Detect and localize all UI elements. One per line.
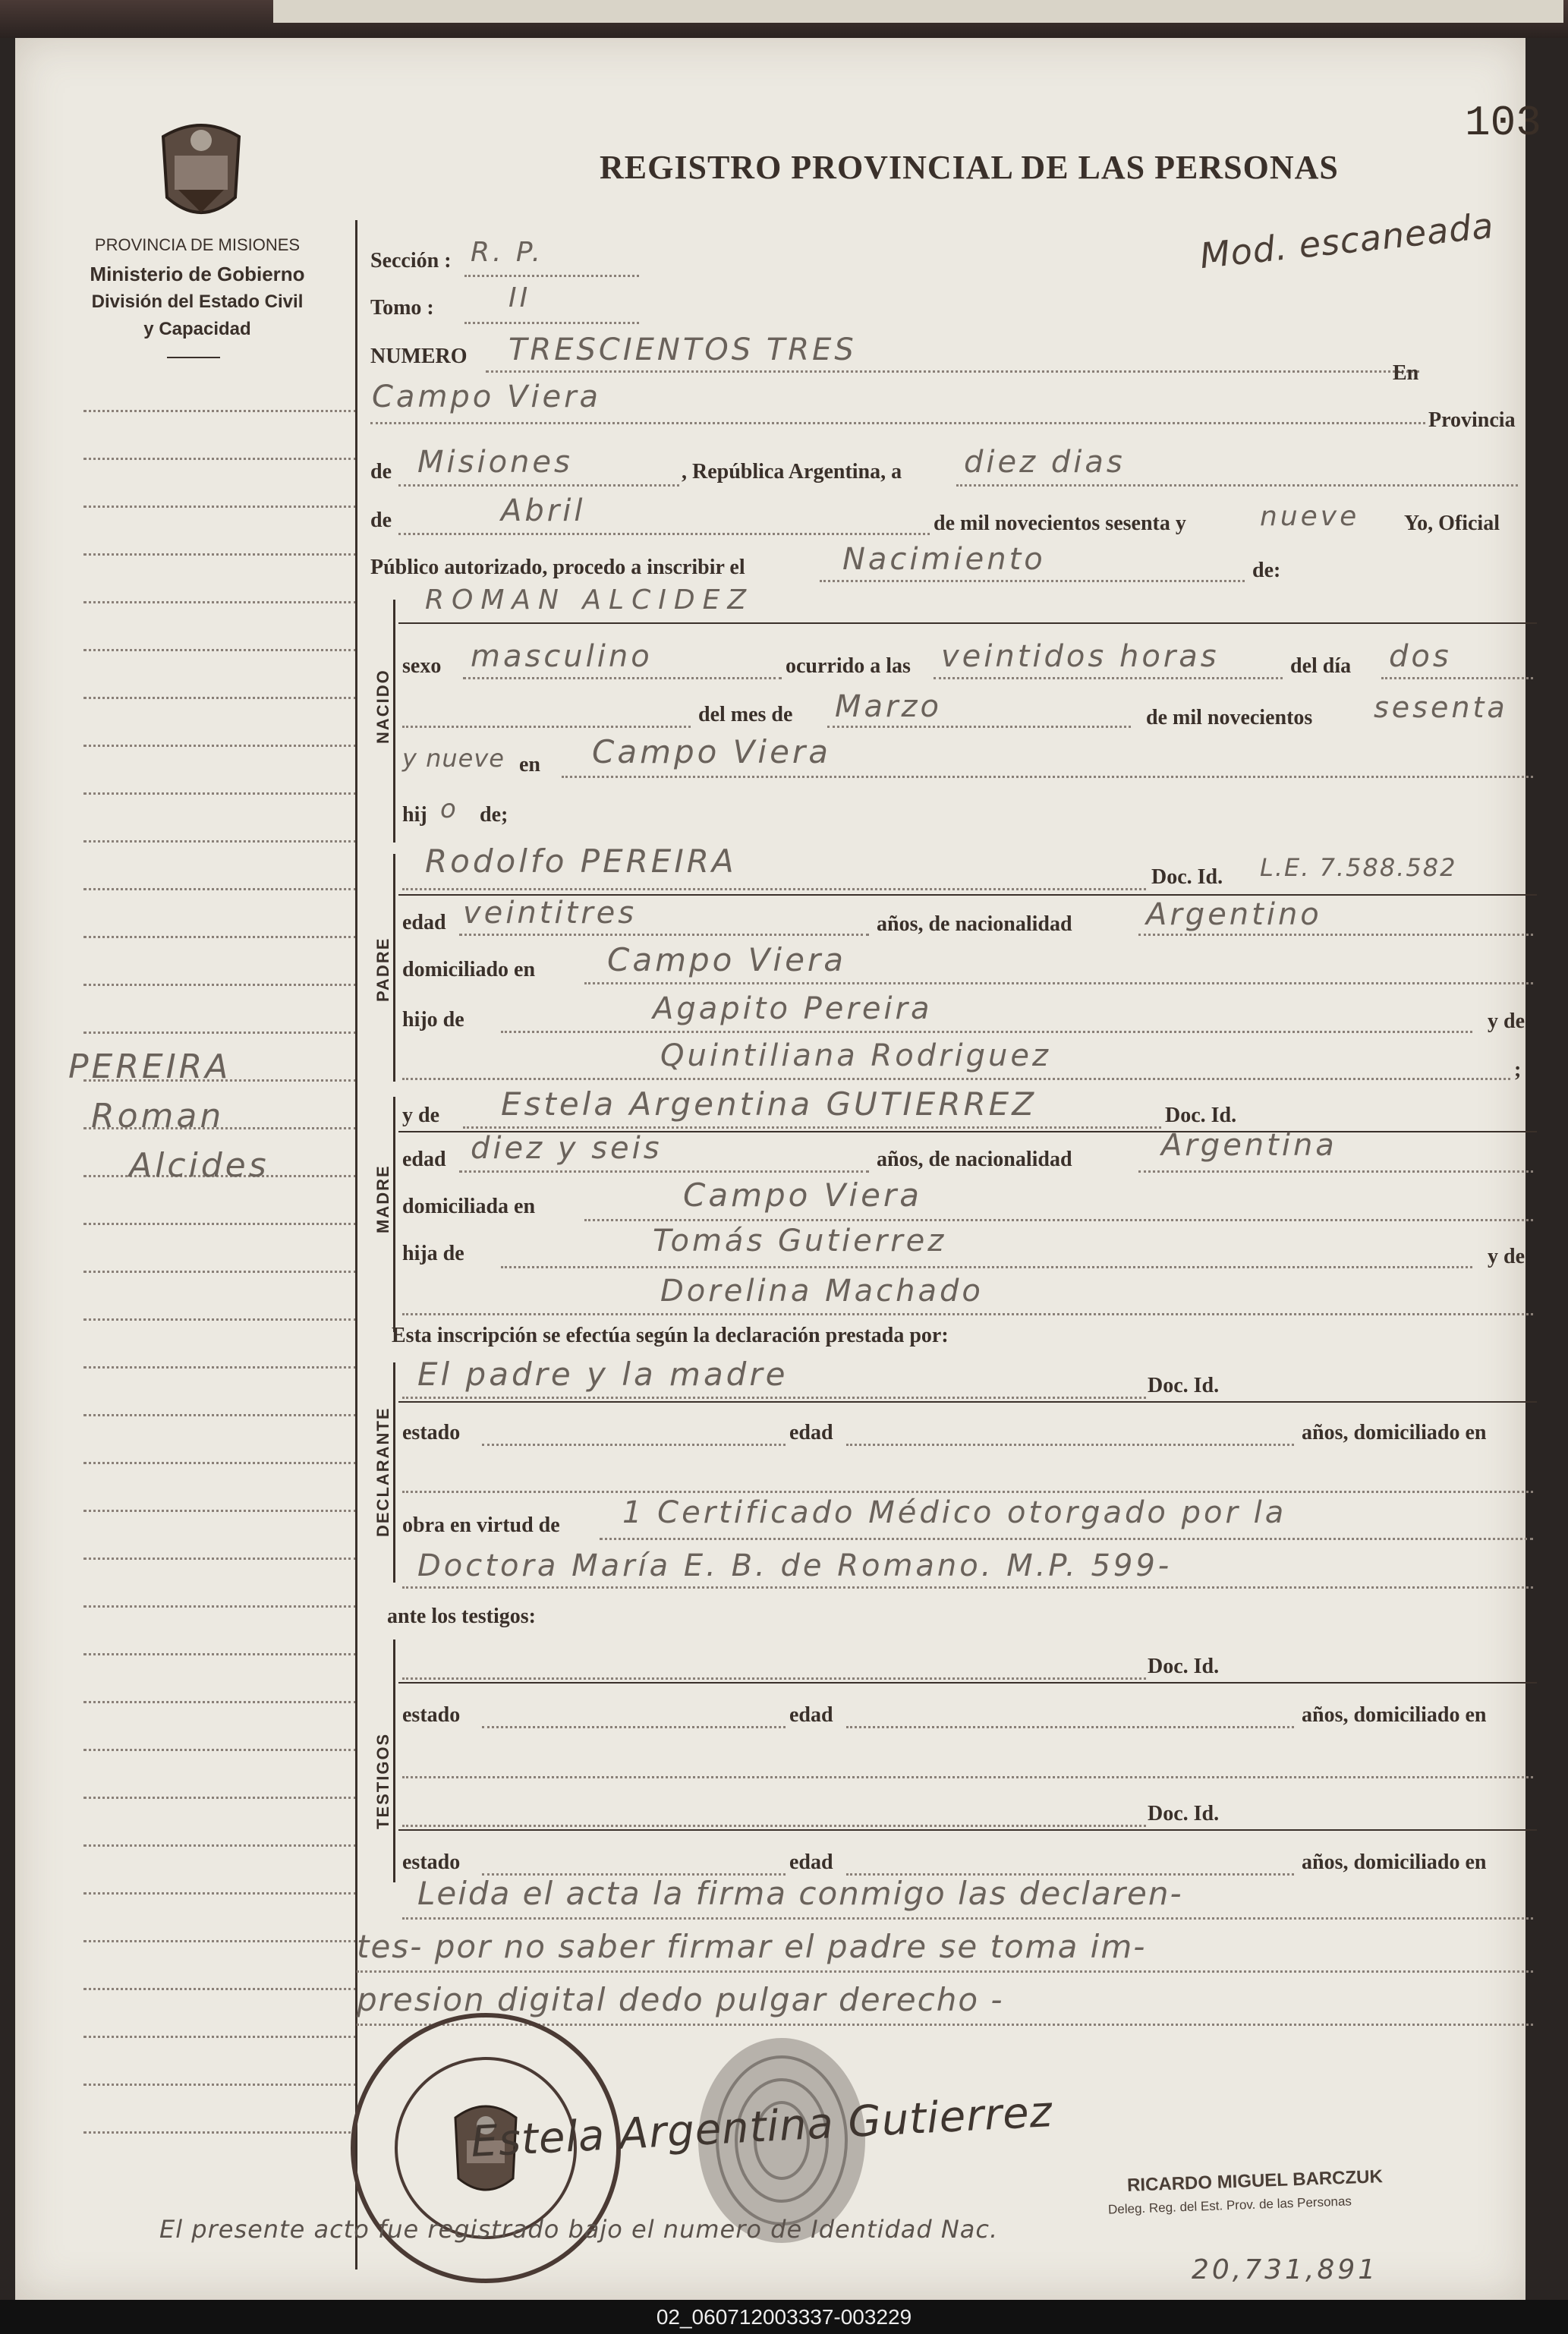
de-label: de <box>370 460 392 483</box>
dia-value: dos <box>1389 639 1452 674</box>
declarante-dom-line <box>402 1491 1533 1493</box>
month-value: Abril <box>501 493 586 528</box>
testigos-intro: ante los testigos: <box>387 1605 536 1628</box>
padre-bracket <box>393 854 395 1082</box>
tomo-line <box>464 322 639 324</box>
padre-nac-value: Argentino <box>1146 897 1322 932</box>
anio-value: sesenta <box>1374 691 1508 724</box>
annotation-scanned: Mod. escaneada <box>1198 204 1496 277</box>
hora-line <box>934 677 1283 679</box>
testigo1-doc-label: Doc. Id. <box>1148 1655 1220 1678</box>
padre-name-value: Rodolfo PEREIRA <box>425 843 737 880</box>
madre-edad-line <box>459 1170 869 1173</box>
footer-note-3: presion digital dedo pulgar derecho - <box>357 1981 1004 2018</box>
seccion-value: R. P. <box>471 237 544 268</box>
padre-hijo-value: Agapito Pereira <box>653 991 933 1026</box>
testigo2-anios-label: años, domiciliado en <box>1302 1851 1487 1874</box>
nacido-de-label: de; <box>480 803 508 827</box>
document-title: REGISTRO PROVINCIAL DE LAS PERSONAS <box>600 149 1339 186</box>
year-text: de mil novecientos sesenta y <box>934 512 1186 535</box>
testigo2-doc-label: Doc. Id. <box>1148 1802 1220 1825</box>
madre-hija-label: hija de <box>402 1242 464 1265</box>
mes-label: del mes de <box>698 703 793 726</box>
sexo-value: masculino <box>471 639 653 674</box>
obra-line-1 <box>600 1538 1533 1540</box>
margin-firstname: Roman <box>91 1097 225 1136</box>
nacido-bracket <box>393 600 395 843</box>
org-line3: División del Estado Civil <box>91 291 304 312</box>
ocurrido-label: ocurrido a las <box>786 654 911 678</box>
act-value: Nacimiento <box>842 542 1046 577</box>
madre-hija-value: Tomás Gutierrez <box>653 1224 947 1258</box>
publico-text: Público autorizado, procedo a inscribir el <box>370 556 745 579</box>
mil-label: de mil novecientos <box>1146 706 1313 729</box>
madre-nac-label: años, de nacionalidad <box>877 1148 1072 1171</box>
madre-dom-value: Campo Viera <box>683 1176 922 1214</box>
tomo-value: II <box>508 282 531 313</box>
declarante-estado-line <box>482 1444 786 1446</box>
hij-value: o <box>440 794 459 824</box>
province-crest-icon <box>148 114 254 228</box>
footer-note-1: Leida el acta la firma conmigo las declaren- <box>417 1875 1183 1912</box>
madre-dom-line <box>584 1219 1533 1221</box>
republica-label: , República Argentina, a <box>682 460 902 483</box>
padre-doc-label: Doc. Id. <box>1151 865 1223 889</box>
obra-value-1: 1 Certificado Médico otorgado por la <box>622 1495 1287 1530</box>
nacido-section-label: NACIDO <box>373 669 392 744</box>
image-caption: 02_060712003337-003229 <box>656 2304 912 2329</box>
declarante-doc-label: Doc. Id. <box>1148 1374 1220 1397</box>
nacido-name-value: ROMAN ALCIDEZ <box>425 584 754 616</box>
lugar-value: Campo Viera <box>592 733 831 770</box>
padre-section-label: PADRE <box>373 937 392 1002</box>
declarante-section-label: DECLARANTE <box>373 1406 392 1537</box>
bottom-note: El presente acto fue registrado bajo el numero de Identidad Nac. <box>159 2215 999 2244</box>
page-number: 103 <box>1465 99 1541 147</box>
del-dia-label: del día <box>1290 654 1352 678</box>
testigo1-estado-line <box>482 1726 786 1728</box>
testigos-section-label: TESTIGOS <box>373 1732 392 1829</box>
padre-hijo-label: hijo de <box>402 1008 464 1032</box>
testigo2-edad-label: edad <box>789 1851 833 1874</box>
testigo2-name-line <box>402 1825 1146 1827</box>
testigo2-estado-label: estado <box>402 1851 461 1874</box>
sexo-label: sexo <box>402 654 442 678</box>
en-label: En <box>1393 361 1419 385</box>
declarante-name-value: El padre y la madre <box>417 1356 789 1393</box>
margin-surname: PEREIRA <box>68 1047 231 1086</box>
madre-name-line <box>463 1126 1161 1129</box>
day-line <box>956 484 1518 487</box>
image-caption-bar <box>0 2300 1568 2334</box>
madre-edad-label: edad <box>402 1148 446 1171</box>
declarante-separator <box>398 1401 1537 1403</box>
declarante-estado-label: estado <box>402 1421 461 1444</box>
place-value: Campo Viera <box>372 380 602 414</box>
org-underline <box>167 357 220 358</box>
madre-section-label: MADRE <box>373 1164 392 1233</box>
padre-dom-label: domiciliado en <box>402 958 536 981</box>
underlying-paper <box>273 0 1563 23</box>
numero-line <box>486 370 1419 373</box>
madre-bracket <box>393 1097 395 1332</box>
madre-yde-label-2: y de <box>1488 1245 1525 1268</box>
declarante-name-line <box>402 1397 1146 1399</box>
madre-doc-label: Doc. Id. <box>1165 1104 1237 1127</box>
declarante-anios-label: años, domiciliado en <box>1302 1421 1487 1444</box>
mother-signature: Estela Argentina Gutierrez <box>469 2087 1054 2168</box>
province-line <box>398 484 679 487</box>
org-line2: Ministerio de Gobierno <box>90 263 305 285</box>
mes-value: Marzo <box>835 689 942 724</box>
declarante-intro: Esta inscripción se efectúa según la declaración prestada por: <box>392 1324 949 1347</box>
padre-edad-label: edad <box>402 911 446 934</box>
seccion-label: Sección : <box>370 249 452 272</box>
testigo1-edad-line <box>846 1726 1294 1728</box>
footer-note-line-2 <box>357 1970 1533 1973</box>
nacido-name-line <box>398 622 1537 624</box>
padre-semicolon: ; <box>1514 1058 1522 1082</box>
madre-nac-line <box>1138 1170 1533 1173</box>
testigo1-estado-label: estado <box>402 1703 461 1727</box>
act-line <box>820 580 1245 582</box>
madre-madre-line <box>402 1313 1533 1315</box>
padre-name-line <box>402 888 1146 890</box>
declarante-edad-label: edad <box>789 1421 833 1444</box>
month-line <box>398 533 930 535</box>
day-value: diez dias <box>964 445 1126 480</box>
testigo1-name-line <box>402 1677 1146 1680</box>
madre-name-value: Estela Argentina GUTIERREZ <box>501 1085 1037 1123</box>
madre-edad-value: diez y seis <box>471 1131 663 1166</box>
testigos-bracket <box>393 1639 395 1882</box>
sexo-line <box>463 677 782 679</box>
obra-label: obra en virtud de <box>402 1513 560 1537</box>
seccion-line <box>464 275 639 277</box>
place-line <box>370 422 1425 424</box>
de-label-2: de <box>370 509 392 532</box>
org-line1: PROVINCIA DE MISIONES <box>94 235 301 254</box>
padre-madre-line <box>402 1078 1510 1080</box>
provincia-label: Provincia <box>1428 408 1516 432</box>
padre-madre-value: Quintiliana Rodriguez <box>660 1038 1051 1073</box>
yo-oficial-label: Yo, Oficial <box>1404 512 1500 535</box>
padre-nac-line <box>1138 934 1533 936</box>
padre-yde-label: y de <box>1488 1010 1525 1033</box>
de-colon-label: de: <box>1252 559 1281 582</box>
madre-hija-line <box>501 1266 1472 1268</box>
margin-middlename: Alcides <box>129 1146 269 1185</box>
footer-note-line-1 <box>402 1917 1533 1920</box>
mes-line <box>827 726 1131 728</box>
padre-nac-label: años, de nacionalidad <box>877 912 1072 936</box>
testigo1-separator <box>398 1682 1537 1684</box>
testigo1-dom-line <box>402 1776 1533 1778</box>
bottom-number: 20,731,891 <box>1192 2254 1379 2285</box>
declarante-edad-line <box>846 1444 1294 1446</box>
year-value: nueve <box>1260 501 1360 532</box>
madre-yde-label: y de <box>402 1104 439 1127</box>
madre-nac-value: Argentina <box>1161 1128 1337 1163</box>
madre-madre-value: Dorelina Machado <box>660 1274 984 1309</box>
obra-line-2 <box>402 1586 1533 1589</box>
top-strip <box>0 0 1568 38</box>
padre-hijo-line <box>501 1031 1472 1033</box>
org-line4: y Capacidad <box>143 319 251 339</box>
tomo-label: Tomo : <box>370 296 434 320</box>
hij-label: hij <box>402 803 427 827</box>
padre-dom-line <box>584 982 1533 984</box>
padre-edad-line <box>459 934 869 936</box>
madre-dom-label: domiciliada en <box>402 1195 536 1218</box>
obra-value-2: Doctora María E. B. de Romano. M.P. 599- <box>417 1548 1173 1583</box>
testigo1-edad-label: edad <box>789 1703 833 1727</box>
nacido-en-label: en <box>519 753 540 776</box>
lugar-line <box>562 776 1533 778</box>
declarante-bracket <box>393 1362 395 1583</box>
padre-edad-value: veintitres <box>463 896 638 931</box>
numero-label: NUMERO <box>370 345 468 368</box>
mes-pre-line <box>402 726 691 728</box>
hora-value: veintidos horas <box>941 639 1220 674</box>
padre-dom-value: Campo Viera <box>607 941 846 978</box>
anio-value-2: y nueve <box>402 744 505 773</box>
footer-note-2: tes- por no saber firmar el padre se toma im- <box>357 1928 1147 1965</box>
official-name: RICARDO MIGUEL BARCZUK <box>1126 2166 1384 2196</box>
birth-record-page <box>15 38 1541 2300</box>
testigo2-separator <box>398 1829 1537 1831</box>
official-title: Deleg. Reg. del Est. Prov. de las Personas <box>1107 2194 1352 2217</box>
testigo1-anios-label: años, domiciliado en <box>1302 1703 1487 1727</box>
numero-value: TRESCIENTOS TRES <box>508 332 857 367</box>
province-value: Misiones <box>417 445 573 480</box>
dia-line <box>1381 677 1533 679</box>
padre-doc-value: L.E. 7.588.582 <box>1260 853 1457 882</box>
